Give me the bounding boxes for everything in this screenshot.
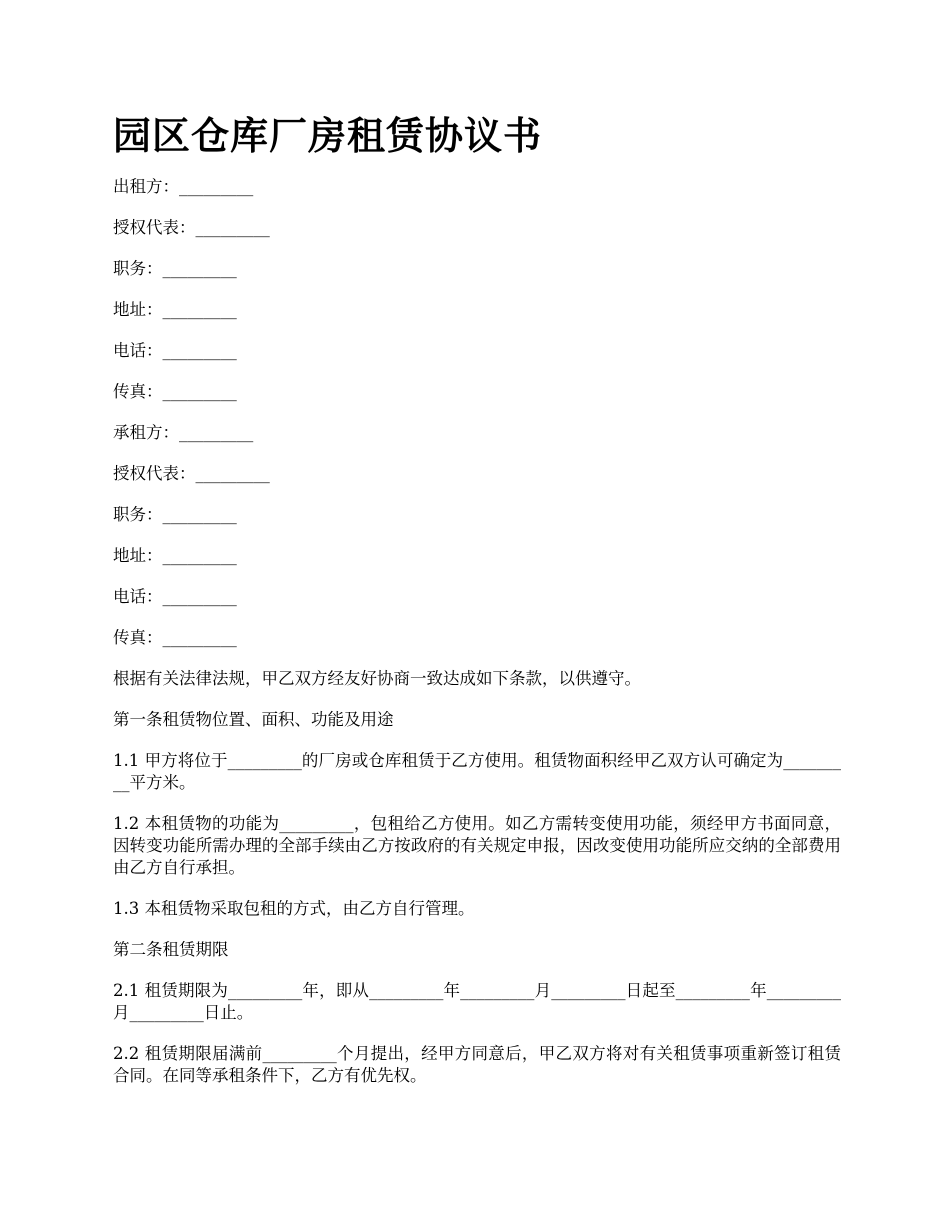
clause-1-2: 1.2 本租赁物的功能为_________，包租给乙方使用。如乙方需转变使用功能，须经甲方书面同意，因转变功能所需办理的全部手续由乙方按政府的有关规定申报，因改变使用功能所应交纳的全部费用由乙方自行承担。 [113, 814, 841, 877]
lessee-fax-field: 传真：_________ [113, 628, 237, 647]
clause-1-3: 1.3 本租赁物采取包租的方式，由乙方自行管理。 [113, 899, 475, 918]
document-body [113, 176, 841, 1106]
lessee-address-field: 地址：_________ [113, 546, 237, 565]
lessor-fax-field: 传真：_________ [113, 382, 237, 401]
lessor-phone-field: 电话：_________ [113, 341, 237, 360]
lessee-field: 承租方：_________ [113, 423, 254, 442]
lessee-position-field: 职务：_________ [113, 505, 237, 524]
lessor-address-field: 地址：_________ [113, 300, 237, 319]
preamble-paragraph: 根据有关法律法规，甲乙双方经友好协商一致达成如下条款，以供遵守。 [113, 669, 641, 688]
clause-1-1: 1.1 甲方将位于_________的厂房或仓库租赁于乙方使用。租赁物面积经甲乙双方认可确定为_________平方米。 [113, 751, 841, 792]
lessor-field: 出租方：_________ [113, 177, 254, 196]
article-2-heading: 第二条租赁期限 [113, 940, 229, 959]
lessee-representative-field: 授权代表：_________ [113, 464, 270, 483]
document-title: 园区仓库厂房租赁协议书 [113, 113, 543, 158]
lessee-phone-field: 电话：_________ [113, 587, 237, 606]
article-1-heading: 第一条租赁物位置、面积、功能及用途 [113, 710, 394, 729]
clause-2-2: 2.2 租赁期限届满前_________个月提出，经甲方同意后，甲乙双方将对有关租赁事项重新签订租赁合同。在同等承租条件下，乙方有优先权。 [113, 1044, 841, 1085]
lessor-position-field: 职务：_________ [113, 259, 237, 278]
clause-2-1: 2.1 租赁期限为_________年，即从_________年_________月_________日起至_________年_________月_________日止。 [113, 981, 841, 1022]
lessor-representative-field: 授权代表：_________ [113, 218, 270, 237]
